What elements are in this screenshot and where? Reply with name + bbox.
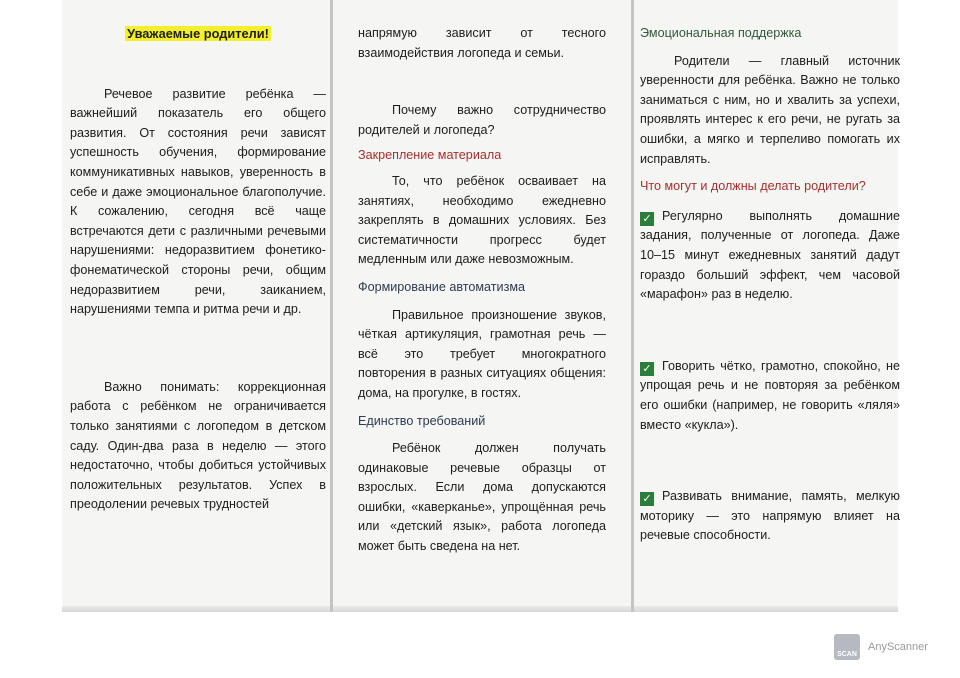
heading-emotional-support: Эмоциональная поддержка [640, 26, 802, 40]
checkbox-icon: ✓ [640, 362, 654, 376]
continuation-paragraph: напрямую зависит от тесного взаимодействия логопеда и семьи. [358, 26, 606, 60]
column-3 [640, 0, 900, 598]
intro-paragraph: Речевое развитие ребёнка — важнейший показатель его общего развития. От состояния речи зависят успешность обучения, формирование коммуникативных навыков, уверенность в себе и даже эмоциональное благополучие. К сожалению, сегодня всё чаще встречаются дети с различными речевыми нарушениями: недоразвитием фонетико-фонематической стороны речи, общим недоразвитием речи, заиканием, нарушениями темпа и ритма речи и др. [70, 86, 326, 317]
list-item-text: Регулярно выполнять домашние задания, полученные от логопеда. Даже 10–15 минут ежедневных занятий дадут гораздо больший эффект, чем часовой «марафон» раз в неделю. [640, 208, 900, 302]
list-item [640, 487, 900, 546]
fold-line-1 [330, 0, 333, 612]
scanner-name: AnyScanner [868, 641, 928, 653]
fold-line-2 [631, 0, 634, 612]
list-item-text: Развивать внимание, память, мелкую моторику — это напрямую влияет на речевые способности. [640, 489, 900, 543]
scanner-logo-icon: SCAN [834, 634, 860, 660]
checkbox-icon: ✓ [640, 492, 654, 506]
list-item-text: Говорить чётко, грамотно, спокойно, не упрощая речь и не повторяя за ребёнком его ошибки (например, не говорить «ляля» вместо «кукла»). [640, 358, 900, 432]
automatism-paragraph: Правильное произношение звуков, чёткая артикуляция, грамотная речь — всё это требует многократного повторения в разных ситуациях общения: дома, на прогулке, в гостях. [358, 307, 606, 400]
list-item [640, 357, 900, 435]
column-1 [70, 0, 326, 515]
heading-what-parents-do: Что могут и должны делать родители? [640, 179, 866, 194]
page-title: Уважаемые родители! [127, 26, 269, 41]
unity-paragraph: Ребёнок должен получать одинаковые речевые образцы от взрослых. Если дома допускаются ошибки, «каверканье», упрощённая речь или «детский язык», работа логопеда может быть сведена на нет. [358, 441, 606, 554]
heading-consolidation: Закрепление материала [358, 148, 502, 163]
emotional-support-paragraph: Родители — главный источник уверенности для ребёнка. Важно не только заниматься с ним, но и хвалить за успехи, проявлять интерес к его речи, не ругать за ошибки, а мягко и терпеливо помогать их исправлять. [640, 53, 900, 166]
question-paragraph: Почему важно сотрудничество родителей и логопеда? [358, 103, 606, 137]
list-item [640, 207, 900, 305]
consolidation-paragraph: То, что ребёнок осваивает на занятиях, необходимо ежедневно закреплять в домашних условиях. Без систематичности прогресс будет медленным или даже невозможным. [358, 173, 606, 267]
heading-unity: Единство требований [358, 413, 486, 428]
column-2 [358, 0, 606, 557]
scanner-watermark [834, 634, 928, 660]
checkbox-icon: ✓ [640, 212, 654, 226]
important-paragraph: Важно понимать: коррекционная работа с ребёнком не ограничивается только занятиями с логопедом в детском саду. Один-два раза в неделю — этого недостаточно, чтобы добиться устойчивых положительных результатов. Успех в преодолении речевых трудностей [70, 379, 326, 512]
title-wrap [70, 24, 326, 45]
heading-automatism: Формирование автоматизма [358, 279, 526, 294]
